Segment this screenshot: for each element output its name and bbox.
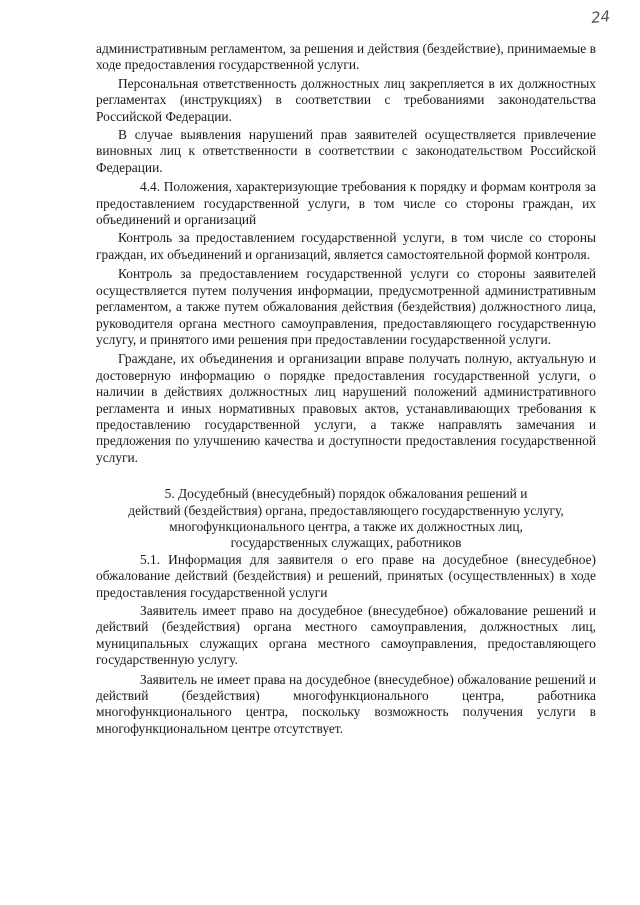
paragraph-personal-responsibility: Персональная ответственность должностных лиц закрепляется в их должностных регламентах (инструкциях) в соответствии с требованиями законодательства Российской Федерации. [96, 75, 596, 124]
section-5-heading-line: многофункционального центра, а также их должностных лиц, [169, 518, 523, 534]
paragraph-appeal-right: Заявитель имеет право на досудебное (внесудебное) обжалование решений и действий (бездействия) органа местного самоуправления, должностных лиц, муниципальных служащих органа местного самоуправления, предоставляющего государственную услугу. [96, 603, 596, 668]
paragraph-continuation: административным регламентом, за решения и действия (бездействие), принимаемые в ходе предоставления государственной услуги. [96, 41, 596, 73]
paragraph-control-by-applicants: Контроль за предоставлением государственной услуги со стороны заявителей осуществляется путем получения информации, предусмотренной административным регламентом, а также путем обжалования действия (бездействия) должностного лица, руководителя органа местного самоуправления, предоставляющего государственную услугу, и принятого ими решения при предоставлении государственной услуги. [96, 266, 596, 347]
handwritten-page-number: 24 [590, 7, 611, 27]
subsection-5-1-title: 5.1. Информация для заявителя о его праве на досудебное (внесудебное) обжалование действий (бездействия) и решений, принятых (осуществленных) в ходе предоставления государственной услуги [96, 551, 596, 600]
document-body [96, 41, 596, 737]
paragraph-violations: В случае выявления нарушений прав заявителей осуществляется привлечение виновных лиц к ответственности в соответствии с законодательством Российской Федерации. [96, 127, 596, 175]
paragraph-no-appeal-right: Заявитель не имеет права на досудебное (внесудебное) обжалование решений и действий (бездействия) многофункционального центра, работника многофункционального центра, поскольку возможность получения услуги в многофункциональном центре отсутствует. [96, 671, 596, 736]
section-5-heading [96, 486, 596, 552]
paragraph-control-form: Контроль за предоставлением государственной услуги, в том числе со стороны граждан, их объединений и организаций, является самостоятельной формой контроля. [96, 230, 596, 262]
section-5-heading-line: государственных служащих, работников [230, 535, 462, 551]
section-5-heading-line: действий (бездействия) органа, предоставляющего государственную услугу, [128, 502, 564, 518]
section-5-heading-line: 5. Досудебный (внесудебный) порядок обжалования решений и [164, 486, 528, 502]
paragraph-citizens-rights: Граждане, их объединения и организации вправе получать полную, актуальную и достоверную информацию о порядке предоставления государственной услуги, о наличии в действиях должностных лиц нарушений положений административного регламента и иных нормативных правовых актов, устанавливающих требования к предоставлению государственной услуги, а также направлять замечания и предложения по улучшению качества и доступности предоставления государственной услуги. [96, 351, 596, 465]
subsection-4-4-title: 4.4. Положения, характеризующие требования к порядку и формам контроля за предоставлением государственной услуги, в том числе со стороны граждан, их объединений и организаций [96, 179, 596, 228]
